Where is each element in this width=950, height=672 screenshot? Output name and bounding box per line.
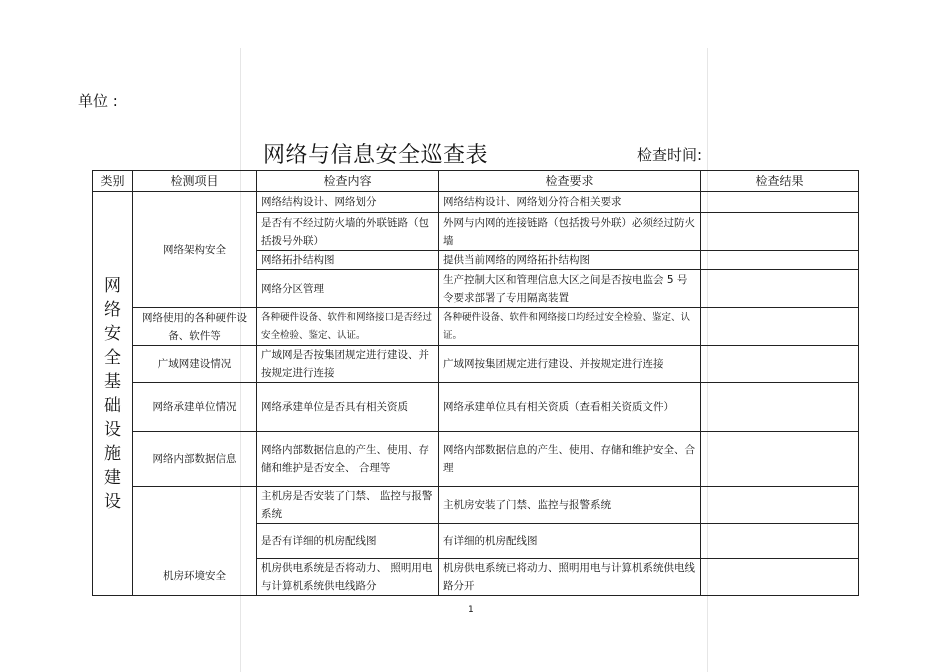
- check-content: 机房供电系统是否将动力、 照明用电与计算机系统供电线路分: [257, 559, 439, 596]
- category-cell: 网 络 安 全 基 础 设 施 建 设: [93, 192, 133, 596]
- check-result[interactable]: [701, 346, 859, 383]
- table-row: [93, 383, 859, 432]
- item-network-architecture: 网络架构安全: [133, 192, 257, 308]
- check-result[interactable]: [701, 192, 859, 213]
- item-internal-data: 网络内部数据信息: [133, 432, 257, 487]
- check-content: 广域网是否按集团规定进行建设、并按规定进行连接: [257, 346, 439, 383]
- item-machine-room: 机房环境安全: [133, 487, 257, 596]
- table-row: [93, 432, 859, 487]
- check-requirement: 主机房安装了门禁、监控与报警系统: [439, 487, 701, 524]
- table-header-row: [93, 171, 859, 192]
- check-content: 是否有详细的机房配线图: [257, 524, 439, 559]
- check-requirement: 外网与内网的连接链路（包括拨号外联）必须经过防火墙: [439, 213, 701, 251]
- unit-label: 单位 :: [78, 92, 118, 110]
- table-row: [93, 308, 859, 346]
- check-result[interactable]: [701, 251, 859, 270]
- check-result[interactable]: [701, 308, 859, 346]
- header-result: 检查结果: [701, 171, 859, 192]
- check-requirement: 广域网按集团规定进行建设、并按规定进行连接: [439, 346, 701, 383]
- check-content: 网络承建单位是否具有相关资质: [257, 383, 439, 432]
- header-requirement: 检查要求: [439, 171, 701, 192]
- check-result[interactable]: [701, 487, 859, 524]
- item-wan-construction: 广域网建设情况: [133, 346, 257, 383]
- check-requirement: 有详细的机房配线图: [439, 524, 701, 559]
- check-result[interactable]: [701, 559, 859, 596]
- header-category: 类别: [93, 171, 133, 192]
- check-requirement: 提供当前网络的网络拓扑结构图: [439, 251, 701, 270]
- check-requirement: 网络结构设计、网络划分符合相关要求: [439, 192, 701, 213]
- check-requirement: 各种硬件设备、软件和网络接口均经过安全检验、鉴定、认证。: [439, 308, 701, 346]
- item-vendor: 网络承建单位情况: [133, 383, 257, 432]
- check-requirement: 生产控制大区和管理信息大区之间是否按电监会 5 号令要求部署了专用隔离装置: [439, 270, 701, 308]
- inspection-time-label: 检查时间:: [637, 146, 703, 164]
- header-item: 检测项目: [133, 171, 257, 192]
- check-requirement: 网络承建单位具有相关资质（查看相关资质文件）: [439, 383, 701, 432]
- check-requirement: 机房供电系统已将动力、照明用电与计算机系统供电线路分开: [439, 559, 701, 596]
- check-result[interactable]: [701, 270, 859, 308]
- table-row: [93, 487, 859, 524]
- check-content: 各种硬件设备、软件和网络接口是否经过安全检验、鉴定、认证。: [257, 308, 439, 346]
- check-requirement: 网络内部数据信息的产生、使用、存储和维护安全、合理: [439, 432, 701, 487]
- check-result[interactable]: [701, 432, 859, 487]
- check-content: 网络结构设计、网络划分: [257, 192, 439, 213]
- check-content: 网络分区管理: [257, 270, 439, 308]
- inspection-table: [92, 170, 859, 596]
- header-content: 检查内容: [257, 171, 439, 192]
- page-number: 1: [468, 605, 474, 615]
- page-title: 网络与信息安全巡查表: [263, 143, 489, 168]
- check-content: 主机房是否安装了门禁、 监控与报警系统: [257, 487, 439, 524]
- table-row: [93, 192, 859, 213]
- check-result[interactable]: [701, 383, 859, 432]
- check-content: 网络拓扑结构图: [257, 251, 439, 270]
- item-hardware-software: 网络使用的各种硬件设备、软件等: [133, 308, 257, 346]
- check-content: 是否有不经过防火墙的外联链路（包括拨号外联）: [257, 213, 439, 251]
- check-result[interactable]: [701, 213, 859, 251]
- table-row: [93, 346, 859, 383]
- check-result[interactable]: [701, 524, 859, 559]
- check-content: 网络内部数据信息的产生、使用、存储和维护是否安全、 合理等: [257, 432, 439, 487]
